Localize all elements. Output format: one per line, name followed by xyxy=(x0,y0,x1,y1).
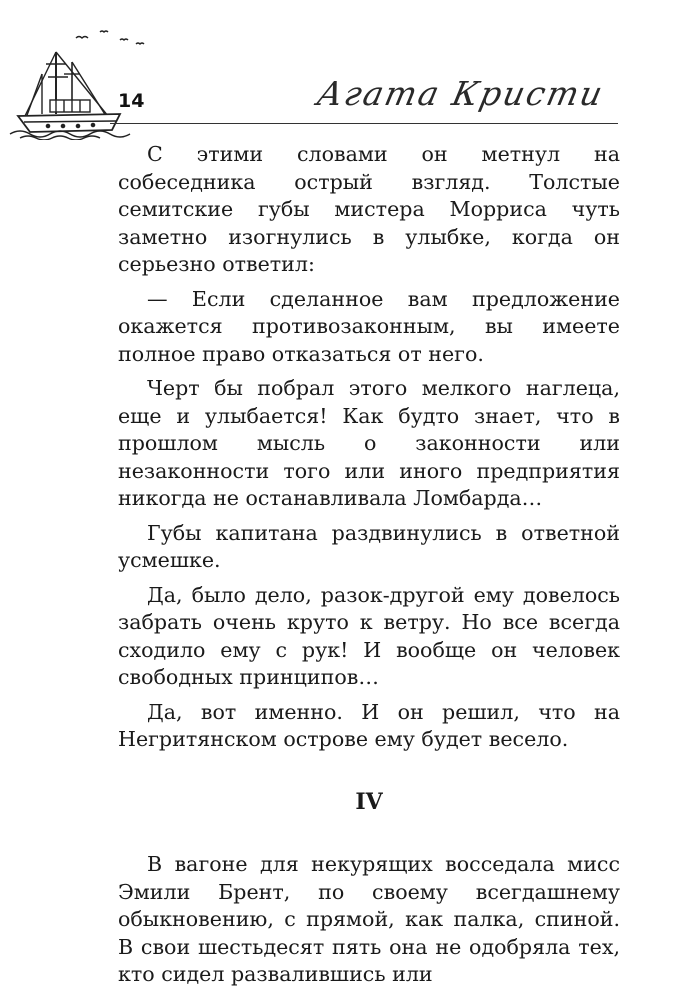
paragraph: В вагоне для некурящих восседала мисс Эмили Брент, по своему всегдашнему обыкновению, с прямой, как палка, спиной. В свои шестьдесят пять она не одобряла тех, кто сидел развалившись или xyxy=(118,852,620,986)
paragraph: Губы капитана раздвинулись в ответной усмешке. xyxy=(118,520,620,572)
author-name: Агата Кристи xyxy=(314,74,609,113)
paragraph: Да, вот именно. И он решил, что на Негритянском острове ему будет весело. xyxy=(118,699,620,751)
paragraph: Черт бы побрал этого мелкого наглеца, еще и улыбается! Как будто знает, что в прошлом мысль о законности или незаконности того или иного предприятия никогда не останавливала Ломбарда… xyxy=(118,376,620,510)
page-header xyxy=(0,0,700,140)
paragraph: С этими словами он метнул на собеседника острый взгляд. Толстые семитские губы мистера Морриса чуть заметно изогнулись в улыбке, когда он серьезно ответил: xyxy=(118,142,620,276)
page-number: 14 xyxy=(118,90,145,112)
paragraph: Да, было дело, разок-другой ему довелось забрать очень круто к ветру. Но все всегда сходило ему с рук! И вообще он человек свободных принципов… xyxy=(118,582,620,689)
header-rule xyxy=(110,123,618,124)
paragraph: — Если сделанное вам предложение окажется противозаконным, вы имеете полное право отказаться от него. xyxy=(118,286,620,366)
page-text xyxy=(118,141,620,996)
chapter-heading: IV xyxy=(355,788,383,815)
